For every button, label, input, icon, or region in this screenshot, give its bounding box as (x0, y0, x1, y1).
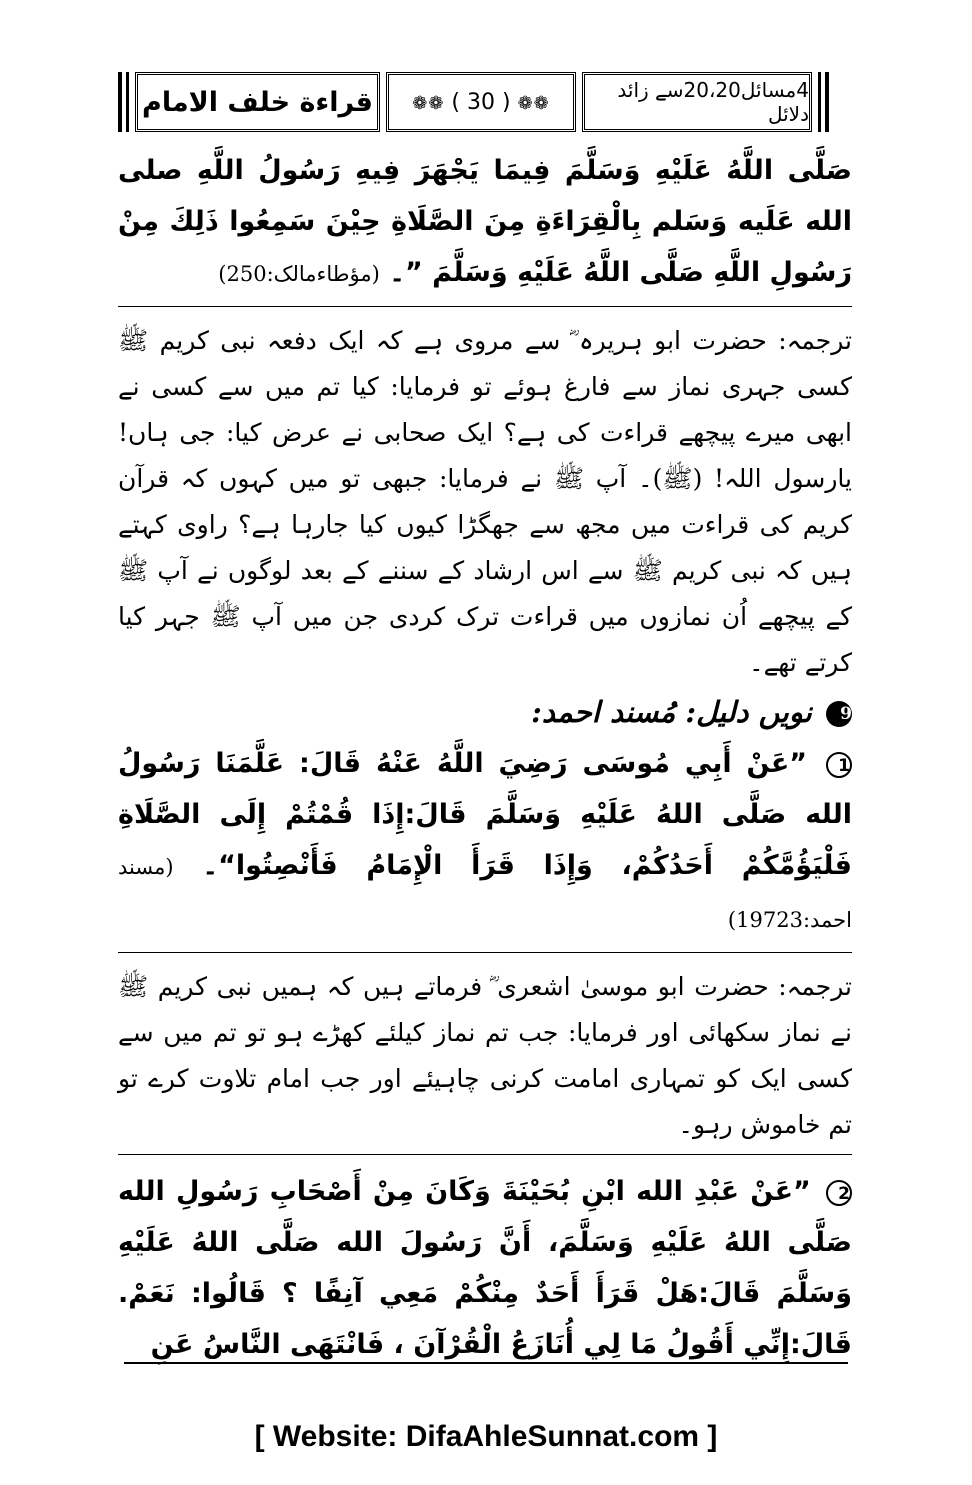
header-border-bar (818, 72, 821, 132)
book-subtitle: 4مسائل20،20سے زائد دلائل (617, 78, 809, 126)
urdu-translation-2: ترجمہ: حضرت ابو موسیٰ اشعری ؓ فرماتے ہیں کہ ہمیں نبی کریم ﷺ نے نماز سکھائی اور فرمایا: جب تم نماز کیلئے کھڑے ہو تو تم میں سے کسی ایک کو تمہاری امامت کرنی چاہیئے اور جب امام تلاوت کرے تو تم خاموش رہو۔ (118, 972, 852, 1139)
ornament-left: ❁❁ (412, 92, 445, 114)
header-border-bar (118, 72, 122, 132)
hadith-number: 2 (826, 1180, 852, 1206)
page-header (118, 72, 852, 132)
arabic-hadith-3-text: ”عَنْ عَبْدِ الله ابْنِ بُحَيْنَةَ وَكَانَ مِنْ أَصْحَابِ رَسُولِ الله صَلَّى اللهُ عَلَيْهِ وَسَلَّمَ، أَنَّ رَسُولَ الله صَلَّى اللهُ عَلَيْهِ وَسَلَّمَ قَالَ:هَلْ قَرَأَ أَحَدٌ مِنْكُمْ مَعِي آنِفًا ؟ قَالُوا: نَعَمْ. قَالَ:إِنِّي أَقُولُ مَا لِي أُنَازَعُ الْقُرْآنَ ، فَانْتَهَى النَّاسُ عَنِ (118, 1176, 852, 1360)
separator (118, 306, 852, 308)
arabic-hadith-2-text: ”عَنْ أَبِي مُوسَى رَضِيَ اللَّهُ عَنْهُ قَالَ: عَلَّمَنَا رَسُولُ الله صَلَّى اللهُ عَلَيْهِ وَسَلَّمَ قَالَ:إِذَا قُمْتُمْ إِلَى الصَّلَاةِ فَلْيَؤُمَّكُمْ أَحَدُكُمْ، وَإِذَا قَرَأَ الْإِمَامُ فَأَنْصِتُوا“۔ (118, 748, 852, 881)
arabic-hadith-1-text: صَلَّى اللَّهُ عَلَيْهِ وَسَلَّمَ فِيمَا يَجْهَرَ فِيهِ رَسُولُ اللَّهِ صلى الله عَلَيه وَسَلم بِالْقِرَاءَةِ مِنَ الصَّلَاةِ حِيْنَ سَمِعُوا ذَلِكَ مِنْ رَسُولِ اللَّهِ صَلَّى اللَّهُ عَلَيْهِ وَسَلَّمَ ”۔ (118, 155, 852, 288)
footer-divider (124, 1362, 848, 1364)
website-footer: [ Website: DifaAhleSunnat.com ] (254, 1420, 718, 1453)
page-number-group: ❁❁ ( 30 ) ❁❁ (412, 89, 550, 115)
hadith-reference: (مسند احمد:19723) (118, 855, 852, 932)
arabic-hadith-1 (118, 145, 852, 300)
page-content (118, 145, 852, 1370)
hadith-number: 1 (826, 752, 852, 778)
header-border-bar (126, 72, 129, 132)
header-border-bar (825, 72, 829, 132)
book-title: قراءة خلف الامام (142, 86, 373, 118)
book-title-box (135, 72, 380, 132)
section-heading (118, 686, 852, 738)
hadith-reference: (مؤطاءمالک:250) (218, 262, 380, 286)
arabic-hadith-2 (118, 738, 852, 946)
separator (118, 952, 852, 954)
heading-text: نویں دلیل: مُسند احمد: (531, 695, 812, 729)
heading-number: 9 (826, 701, 852, 727)
ornament-right: ❁❁ (517, 92, 550, 114)
page-number: 30 (467, 89, 495, 115)
arabic-hadith-3 (118, 1166, 852, 1370)
separator (118, 1154, 852, 1156)
book-subtitle-box (582, 72, 812, 132)
page-number-box (386, 72, 576, 132)
urdu-translation-1: ترجمہ: حضرت ابو ہریرہ ؓ سے مروی ہے کہ ایک دفعہ نبی کریم ﷺ کسی جہری نماز سے فارغ ہوئے تو فرمایا: کیا تم میں سے کسی نے ابھی میرے پیچھے قراءت کی ہے؟ ایک صحابی نے عرض کیا: جی ہاں! یارسول اللہ! (ﷺ)۔ آپ ﷺ نے فرمایا: جبھی تو میں کہوں کہ قرآن کریم کی قراءت میں مجھ سے جھگڑا کیوں کیا جارہا ہے؟ راوی کہتے ہیں کہ نبی کریم ﷺ سے اس ارشاد کے سننے کے بعد لوگوں نے آپ ﷺ کے پیچھے اُن نمازوں میں قراءت ترک کردی جن میں آپ ﷺ جہر کیا کرتے تھے۔ (118, 326, 852, 677)
